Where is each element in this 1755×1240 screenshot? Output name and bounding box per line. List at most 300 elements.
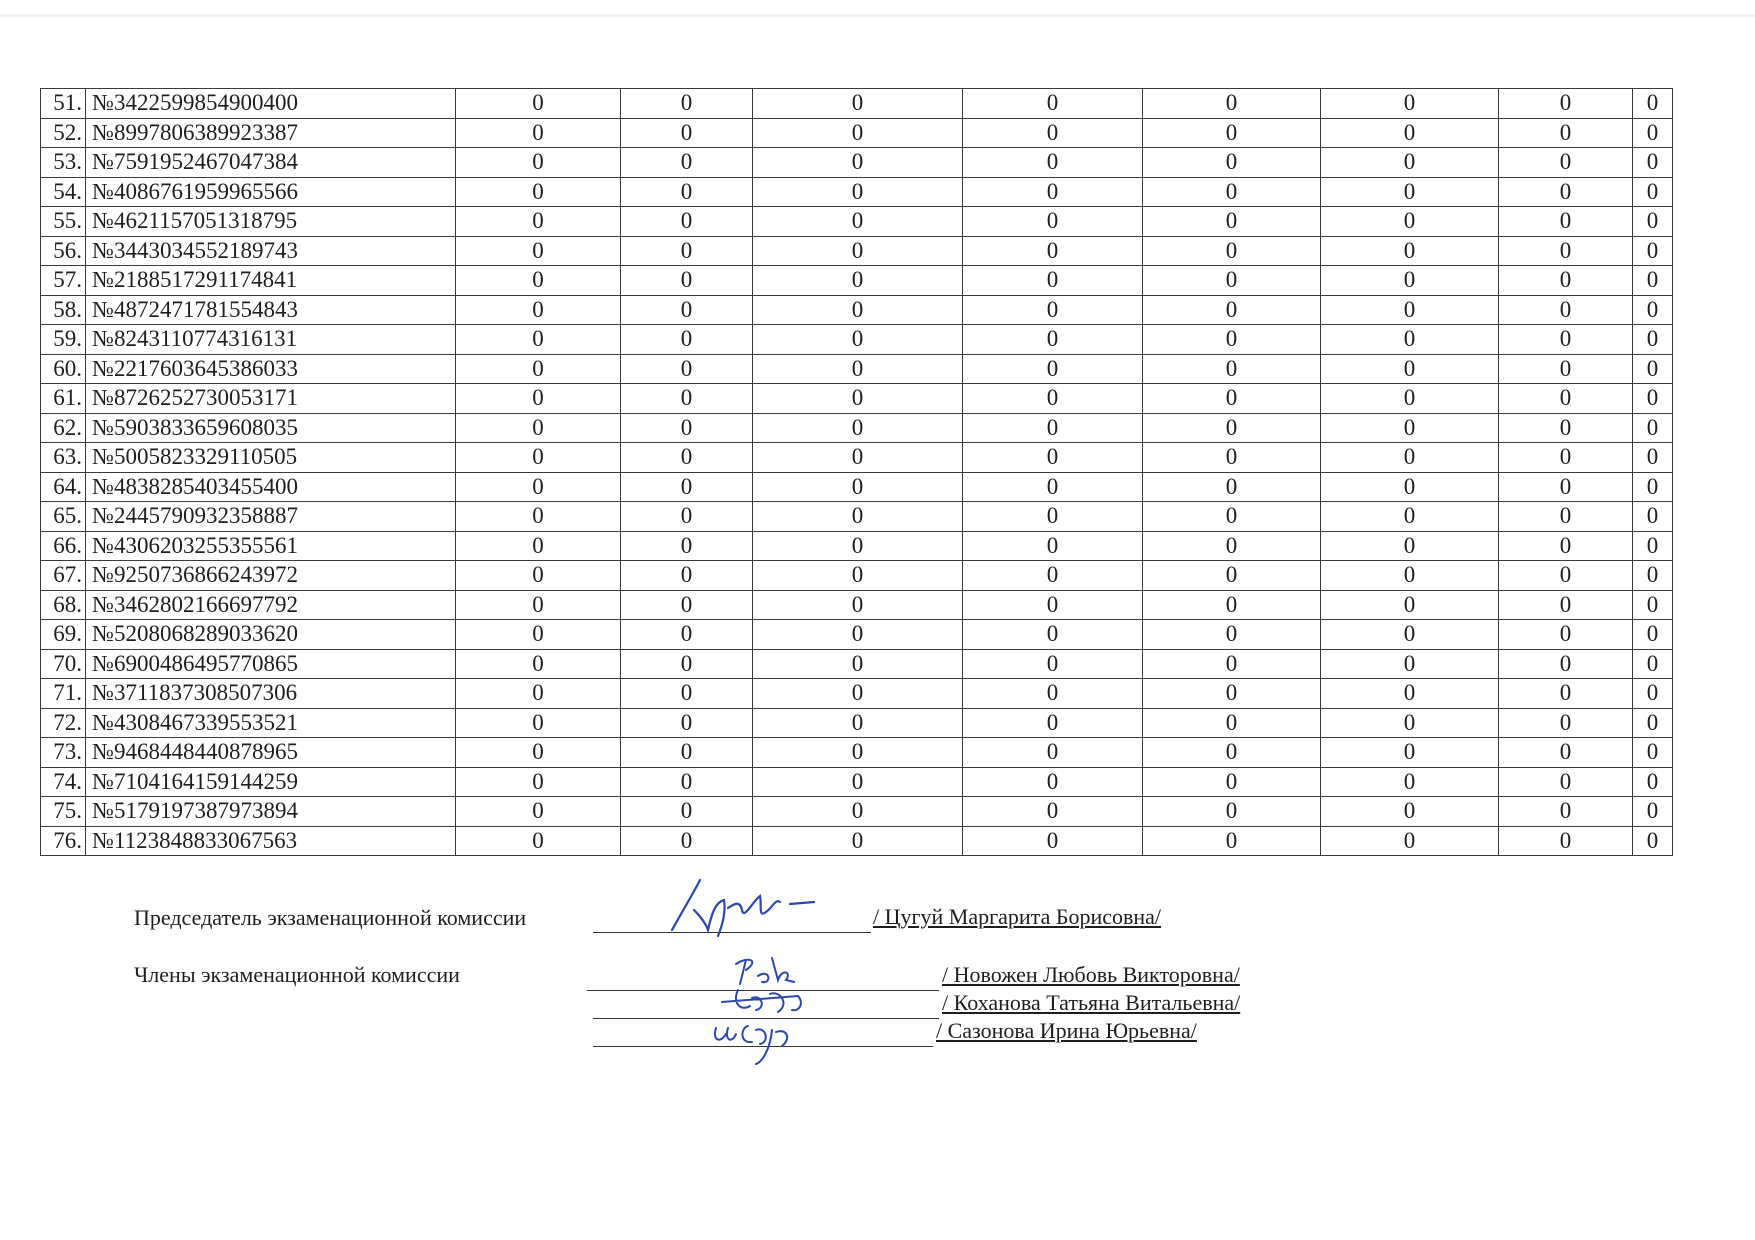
participant-code: №4308467339553521 bbox=[86, 708, 456, 738]
score-cell: 0 bbox=[753, 590, 963, 620]
table-row bbox=[41, 738, 1673, 768]
score-cell: 0 bbox=[621, 767, 753, 797]
score-cell: 0 bbox=[1321, 797, 1499, 827]
row-number: 63. bbox=[41, 443, 86, 473]
score-cell: 0 bbox=[1143, 354, 1321, 384]
participant-code: №3462802166697792 bbox=[86, 590, 456, 620]
score-cell: 0 bbox=[753, 620, 963, 650]
row-number: 62. bbox=[41, 413, 86, 443]
score-cell: 0 bbox=[963, 413, 1143, 443]
score-cell: 0 bbox=[1633, 118, 1673, 148]
score-cell: 0 bbox=[621, 443, 753, 473]
score-cell: 0 bbox=[1499, 325, 1633, 355]
score-cell: 0 bbox=[753, 767, 963, 797]
score-cell: 0 bbox=[1321, 325, 1499, 355]
score-cell: 0 bbox=[1633, 177, 1673, 207]
score-cell: 0 bbox=[1633, 295, 1673, 325]
table-row bbox=[41, 266, 1673, 296]
score-cell: 0 bbox=[621, 531, 753, 561]
table-row bbox=[41, 708, 1673, 738]
score-cell: 0 bbox=[1499, 384, 1633, 414]
table-row bbox=[41, 148, 1673, 178]
score-cell: 0 bbox=[621, 118, 753, 148]
score-cell: 0 bbox=[456, 620, 621, 650]
score-cell: 0 bbox=[621, 708, 753, 738]
score-cell: 0 bbox=[1633, 148, 1673, 178]
score-cell: 0 bbox=[753, 148, 963, 178]
score-cell: 0 bbox=[456, 679, 621, 709]
participant-code: №9468448440878965 bbox=[86, 738, 456, 768]
score-cell: 0 bbox=[1499, 177, 1633, 207]
score-cell: 0 bbox=[1499, 708, 1633, 738]
score-cell: 0 bbox=[1143, 708, 1321, 738]
score-cell: 0 bbox=[753, 384, 963, 414]
score-cell: 0 bbox=[456, 531, 621, 561]
score-cell: 0 bbox=[753, 266, 963, 296]
participant-code: №9250736866243972 bbox=[86, 561, 456, 591]
score-cell: 0 bbox=[963, 325, 1143, 355]
score-cell: 0 bbox=[1143, 531, 1321, 561]
score-cell: 0 bbox=[1499, 826, 1633, 856]
score-cell: 0 bbox=[1633, 207, 1673, 237]
score-cell: 0 bbox=[1321, 118, 1499, 148]
participant-code: №8243110774316131 bbox=[86, 325, 456, 355]
score-cell: 0 bbox=[621, 236, 753, 266]
score-cell: 0 bbox=[963, 295, 1143, 325]
score-cell: 0 bbox=[621, 177, 753, 207]
row-number: 58. bbox=[41, 295, 86, 325]
row-number: 66. bbox=[41, 531, 86, 561]
score-cell: 0 bbox=[1499, 207, 1633, 237]
score-cell: 0 bbox=[1321, 708, 1499, 738]
member-1-signature-line bbox=[587, 990, 939, 991]
score-cell: 0 bbox=[456, 177, 621, 207]
score-cell: 0 bbox=[1499, 148, 1633, 178]
score-cell: 0 bbox=[1499, 472, 1633, 502]
score-cell: 0 bbox=[753, 207, 963, 237]
participant-code: №4086761959965566 bbox=[86, 177, 456, 207]
score-cell: 0 bbox=[1633, 531, 1673, 561]
chair-name: / Цугуй Маргарита Борисовна/ bbox=[873, 904, 1162, 929]
results-table bbox=[40, 88, 1673, 856]
row-number: 56. bbox=[41, 236, 86, 266]
score-cell: 0 bbox=[1143, 89, 1321, 119]
table-row bbox=[41, 413, 1673, 443]
score-cell: 0 bbox=[456, 89, 621, 119]
score-cell: 0 bbox=[456, 236, 621, 266]
score-cell: 0 bbox=[1499, 502, 1633, 532]
score-cell: 0 bbox=[456, 767, 621, 797]
score-cell: 0 bbox=[963, 384, 1143, 414]
row-number: 74. bbox=[41, 767, 86, 797]
score-cell: 0 bbox=[1321, 148, 1499, 178]
score-cell: 0 bbox=[1633, 89, 1673, 119]
row-number: 69. bbox=[41, 620, 86, 650]
row-number: 57. bbox=[41, 266, 86, 296]
table-row bbox=[41, 767, 1673, 797]
score-cell: 0 bbox=[456, 354, 621, 384]
score-cell: 0 bbox=[1499, 561, 1633, 591]
row-number: 71. bbox=[41, 679, 86, 709]
member-1-name: / Новожен Любовь Викторовна/ bbox=[942, 962, 1240, 987]
score-cell: 0 bbox=[1633, 236, 1673, 266]
score-cell: 0 bbox=[1321, 561, 1499, 591]
score-cell: 0 bbox=[1143, 384, 1321, 414]
score-cell: 0 bbox=[963, 738, 1143, 768]
score-cell: 0 bbox=[621, 207, 753, 237]
score-cell: 0 bbox=[1499, 649, 1633, 679]
table-row bbox=[41, 118, 1673, 148]
members-label: Члены экзаменационной комиссии bbox=[134, 962, 460, 987]
score-cell: 0 bbox=[1143, 118, 1321, 148]
score-cell: 0 bbox=[963, 177, 1143, 207]
table-row bbox=[41, 620, 1673, 650]
participant-code: №3711837308507306 bbox=[86, 679, 456, 709]
score-cell: 0 bbox=[456, 797, 621, 827]
score-cell: 0 bbox=[1633, 384, 1673, 414]
score-cell: 0 bbox=[456, 266, 621, 296]
score-cell: 0 bbox=[1633, 266, 1673, 296]
member-2-name: / Коханова Татьяна Витальевна/ bbox=[942, 990, 1241, 1015]
score-cell: 0 bbox=[621, 89, 753, 119]
score-cell: 0 bbox=[621, 325, 753, 355]
score-cell: 0 bbox=[753, 89, 963, 119]
score-cell: 0 bbox=[753, 797, 963, 827]
score-cell: 0 bbox=[1321, 177, 1499, 207]
score-cell: 0 bbox=[1143, 502, 1321, 532]
score-cell: 0 bbox=[621, 649, 753, 679]
member-2-signature-line bbox=[593, 1018, 939, 1019]
score-cell: 0 bbox=[1321, 236, 1499, 266]
score-cell: 0 bbox=[753, 502, 963, 532]
row-number: 67. bbox=[41, 561, 86, 591]
participant-code: №5005823329110505 bbox=[86, 443, 456, 473]
row-number: 72. bbox=[41, 708, 86, 738]
score-cell: 0 bbox=[753, 325, 963, 355]
table-row bbox=[41, 679, 1673, 709]
score-cell: 0 bbox=[1633, 649, 1673, 679]
score-cell: 0 bbox=[963, 708, 1143, 738]
table-row bbox=[41, 295, 1673, 325]
score-cell: 0 bbox=[1143, 295, 1321, 325]
score-cell: 0 bbox=[456, 325, 621, 355]
score-cell: 0 bbox=[1321, 738, 1499, 768]
score-cell: 0 bbox=[1633, 708, 1673, 738]
score-cell: 0 bbox=[621, 472, 753, 502]
score-cell: 0 bbox=[1321, 590, 1499, 620]
table-row bbox=[41, 826, 1673, 856]
score-cell: 0 bbox=[963, 89, 1143, 119]
score-cell: 0 bbox=[1143, 266, 1321, 296]
score-cell: 0 bbox=[963, 148, 1143, 178]
table-row bbox=[41, 443, 1673, 473]
score-cell: 0 bbox=[1499, 679, 1633, 709]
score-cell: 0 bbox=[1633, 738, 1673, 768]
member-3-signature-line bbox=[593, 1046, 933, 1047]
score-cell: 0 bbox=[456, 708, 621, 738]
score-cell: 0 bbox=[1143, 236, 1321, 266]
participant-code: №4872471781554843 bbox=[86, 295, 456, 325]
score-cell: 0 bbox=[456, 295, 621, 325]
table-row bbox=[41, 502, 1673, 532]
score-cell: 0 bbox=[1499, 738, 1633, 768]
score-cell: 0 bbox=[1633, 502, 1673, 532]
score-cell: 0 bbox=[1143, 620, 1321, 650]
row-number: 55. bbox=[41, 207, 86, 237]
score-cell: 0 bbox=[1143, 767, 1321, 797]
score-cell: 0 bbox=[1143, 325, 1321, 355]
score-cell: 0 bbox=[621, 295, 753, 325]
row-number: 54. bbox=[41, 177, 86, 207]
score-cell: 0 bbox=[1143, 561, 1321, 591]
score-cell: 0 bbox=[1633, 413, 1673, 443]
score-cell: 0 bbox=[1499, 620, 1633, 650]
score-cell: 0 bbox=[753, 236, 963, 266]
score-cell: 0 bbox=[963, 679, 1143, 709]
score-cell: 0 bbox=[963, 236, 1143, 266]
score-cell: 0 bbox=[1321, 649, 1499, 679]
score-cell: 0 bbox=[753, 826, 963, 856]
score-cell: 0 bbox=[963, 561, 1143, 591]
participant-code: №5179197387973894 bbox=[86, 797, 456, 827]
chair-signature-line bbox=[593, 932, 871, 933]
score-cell: 0 bbox=[963, 207, 1143, 237]
score-cell: 0 bbox=[1143, 590, 1321, 620]
score-cell: 0 bbox=[963, 118, 1143, 148]
participant-code: №8726252730053171 bbox=[86, 384, 456, 414]
score-cell: 0 bbox=[621, 502, 753, 532]
score-cell: 0 bbox=[1143, 797, 1321, 827]
chair-signature-icon bbox=[664, 872, 864, 940]
table-row bbox=[41, 325, 1673, 355]
score-cell: 0 bbox=[1143, 443, 1321, 473]
score-cell: 0 bbox=[1633, 354, 1673, 384]
score-cell: 0 bbox=[1321, 266, 1499, 296]
score-cell: 0 bbox=[963, 649, 1143, 679]
score-cell: 0 bbox=[1143, 413, 1321, 443]
row-number: 52. bbox=[41, 118, 86, 148]
participant-code: №5903833659608035 bbox=[86, 413, 456, 443]
row-number: 75. bbox=[41, 797, 86, 827]
table-row bbox=[41, 236, 1673, 266]
participant-code: №2445790932358887 bbox=[86, 502, 456, 532]
score-cell: 0 bbox=[1633, 679, 1673, 709]
score-cell: 0 bbox=[753, 649, 963, 679]
results-table-body bbox=[41, 89, 1673, 856]
participant-code: №2217603645386033 bbox=[86, 354, 456, 384]
score-cell: 0 bbox=[1321, 767, 1499, 797]
score-cell: 0 bbox=[1321, 384, 1499, 414]
score-cell: 0 bbox=[1633, 472, 1673, 502]
score-cell: 0 bbox=[621, 354, 753, 384]
score-cell: 0 bbox=[621, 413, 753, 443]
score-cell: 0 bbox=[1633, 826, 1673, 856]
score-cell: 0 bbox=[963, 502, 1143, 532]
table-row bbox=[41, 207, 1673, 237]
score-cell: 0 bbox=[753, 177, 963, 207]
score-cell: 0 bbox=[1321, 354, 1499, 384]
score-cell: 0 bbox=[456, 590, 621, 620]
score-cell: 0 bbox=[621, 266, 753, 296]
participant-code: №3422599854900400 bbox=[86, 89, 456, 119]
score-cell: 0 bbox=[753, 472, 963, 502]
score-cell: 0 bbox=[1143, 738, 1321, 768]
row-number: 76. bbox=[41, 826, 86, 856]
score-cell: 0 bbox=[963, 266, 1143, 296]
participant-code: №1123848833067563 bbox=[86, 826, 456, 856]
score-cell: 0 bbox=[456, 118, 621, 148]
row-number: 51. bbox=[41, 89, 86, 119]
score-cell: 0 bbox=[1499, 118, 1633, 148]
score-cell: 0 bbox=[753, 413, 963, 443]
row-number: 65. bbox=[41, 502, 86, 532]
score-cell: 0 bbox=[963, 797, 1143, 827]
row-number: 73. bbox=[41, 738, 86, 768]
score-cell: 0 bbox=[1321, 472, 1499, 502]
score-cell: 0 bbox=[963, 354, 1143, 384]
score-cell: 0 bbox=[456, 207, 621, 237]
score-cell: 0 bbox=[621, 620, 753, 650]
score-cell: 0 bbox=[963, 620, 1143, 650]
score-cell: 0 bbox=[753, 295, 963, 325]
score-cell: 0 bbox=[963, 443, 1143, 473]
score-cell: 0 bbox=[753, 738, 963, 768]
score-cell: 0 bbox=[456, 384, 621, 414]
score-cell: 0 bbox=[1321, 295, 1499, 325]
score-cell: 0 bbox=[753, 354, 963, 384]
score-cell: 0 bbox=[963, 472, 1143, 502]
table-row bbox=[41, 797, 1673, 827]
score-cell: 0 bbox=[621, 679, 753, 709]
score-cell: 0 bbox=[621, 590, 753, 620]
score-cell: 0 bbox=[456, 649, 621, 679]
participant-code: №4621157051318795 bbox=[86, 207, 456, 237]
participant-code: №4838285403455400 bbox=[86, 472, 456, 502]
score-cell: 0 bbox=[963, 590, 1143, 620]
score-cell: 0 bbox=[1499, 443, 1633, 473]
row-number: 68. bbox=[41, 590, 86, 620]
score-cell: 0 bbox=[1633, 590, 1673, 620]
row-number: 59. bbox=[41, 325, 86, 355]
score-cell: 0 bbox=[1143, 177, 1321, 207]
score-cell: 0 bbox=[1633, 767, 1673, 797]
participant-code: №5208068289033620 bbox=[86, 620, 456, 650]
participant-code: №7104164159144259 bbox=[86, 767, 456, 797]
score-cell: 0 bbox=[753, 561, 963, 591]
score-cell: 0 bbox=[621, 148, 753, 178]
score-cell: 0 bbox=[963, 767, 1143, 797]
table-row bbox=[41, 590, 1673, 620]
score-cell: 0 bbox=[1499, 295, 1633, 325]
score-cell: 0 bbox=[1321, 413, 1499, 443]
table-row bbox=[41, 649, 1673, 679]
score-cell: 0 bbox=[753, 531, 963, 561]
score-cell: 0 bbox=[621, 797, 753, 827]
score-cell: 0 bbox=[1143, 826, 1321, 856]
participant-code: №4306203255355561 bbox=[86, 531, 456, 561]
table-row bbox=[41, 89, 1673, 119]
score-cell: 0 bbox=[1633, 620, 1673, 650]
score-cell: 0 bbox=[1499, 413, 1633, 443]
score-cell: 0 bbox=[1321, 502, 1499, 532]
score-cell: 0 bbox=[753, 443, 963, 473]
score-cell: 0 bbox=[1633, 443, 1673, 473]
score-cell: 0 bbox=[1321, 620, 1499, 650]
row-number: 70. bbox=[41, 649, 86, 679]
score-cell: 0 bbox=[456, 443, 621, 473]
table-row bbox=[41, 531, 1673, 561]
score-cell: 0 bbox=[621, 738, 753, 768]
table-row bbox=[41, 354, 1673, 384]
table-row bbox=[41, 177, 1673, 207]
score-cell: 0 bbox=[1499, 354, 1633, 384]
score-cell: 0 bbox=[621, 561, 753, 591]
score-cell: 0 bbox=[621, 384, 753, 414]
score-cell: 0 bbox=[1499, 266, 1633, 296]
score-cell: 0 bbox=[1499, 590, 1633, 620]
member-signatures-icon bbox=[700, 950, 840, 1070]
score-cell: 0 bbox=[1143, 472, 1321, 502]
score-cell: 0 bbox=[1633, 561, 1673, 591]
score-cell: 0 bbox=[1633, 325, 1673, 355]
participant-code: №2188517291174841 bbox=[86, 266, 456, 296]
chair-label: Председатель экзаменационной комиссии bbox=[134, 905, 527, 930]
score-cell: 0 bbox=[1499, 236, 1633, 266]
score-cell: 0 bbox=[1499, 767, 1633, 797]
table-row bbox=[41, 384, 1673, 414]
score-cell: 0 bbox=[1143, 148, 1321, 178]
score-cell: 0 bbox=[1321, 826, 1499, 856]
score-cell: 0 bbox=[456, 826, 621, 856]
score-cell: 0 bbox=[1143, 649, 1321, 679]
table-row bbox=[41, 561, 1673, 591]
score-cell: 0 bbox=[1143, 207, 1321, 237]
score-cell: 0 bbox=[1321, 531, 1499, 561]
score-cell: 0 bbox=[456, 413, 621, 443]
score-cell: 0 bbox=[456, 472, 621, 502]
scan-edge bbox=[0, 14, 1755, 18]
score-cell: 0 bbox=[1143, 679, 1321, 709]
score-cell: 0 bbox=[1499, 797, 1633, 827]
score-cell: 0 bbox=[963, 531, 1143, 561]
score-cell: 0 bbox=[1321, 443, 1499, 473]
score-cell: 0 bbox=[456, 561, 621, 591]
participant-code: №3443034552189743 bbox=[86, 236, 456, 266]
score-cell: 0 bbox=[963, 826, 1143, 856]
score-cell: 0 bbox=[1633, 797, 1673, 827]
participant-code: №7591952467047384 bbox=[86, 148, 456, 178]
member-3-name: / Сазонова Ирина Юрьевна/ bbox=[936, 1018, 1197, 1043]
score-cell: 0 bbox=[456, 502, 621, 532]
score-cell: 0 bbox=[456, 148, 621, 178]
row-number: 53. bbox=[41, 148, 86, 178]
row-number: 61. bbox=[41, 384, 86, 414]
score-cell: 0 bbox=[753, 708, 963, 738]
score-cell: 0 bbox=[1499, 89, 1633, 119]
score-cell: 0 bbox=[456, 738, 621, 768]
participant-code: №6900486495770865 bbox=[86, 649, 456, 679]
score-cell: 0 bbox=[1499, 531, 1633, 561]
score-cell: 0 bbox=[1321, 89, 1499, 119]
score-cell: 0 bbox=[1321, 679, 1499, 709]
score-cell: 0 bbox=[753, 679, 963, 709]
score-cell: 0 bbox=[621, 826, 753, 856]
table-row bbox=[41, 472, 1673, 502]
score-cell: 0 bbox=[753, 118, 963, 148]
score-cell: 0 bbox=[1321, 207, 1499, 237]
participant-code: №8997806389923387 bbox=[86, 118, 456, 148]
row-number: 64. bbox=[41, 472, 86, 502]
